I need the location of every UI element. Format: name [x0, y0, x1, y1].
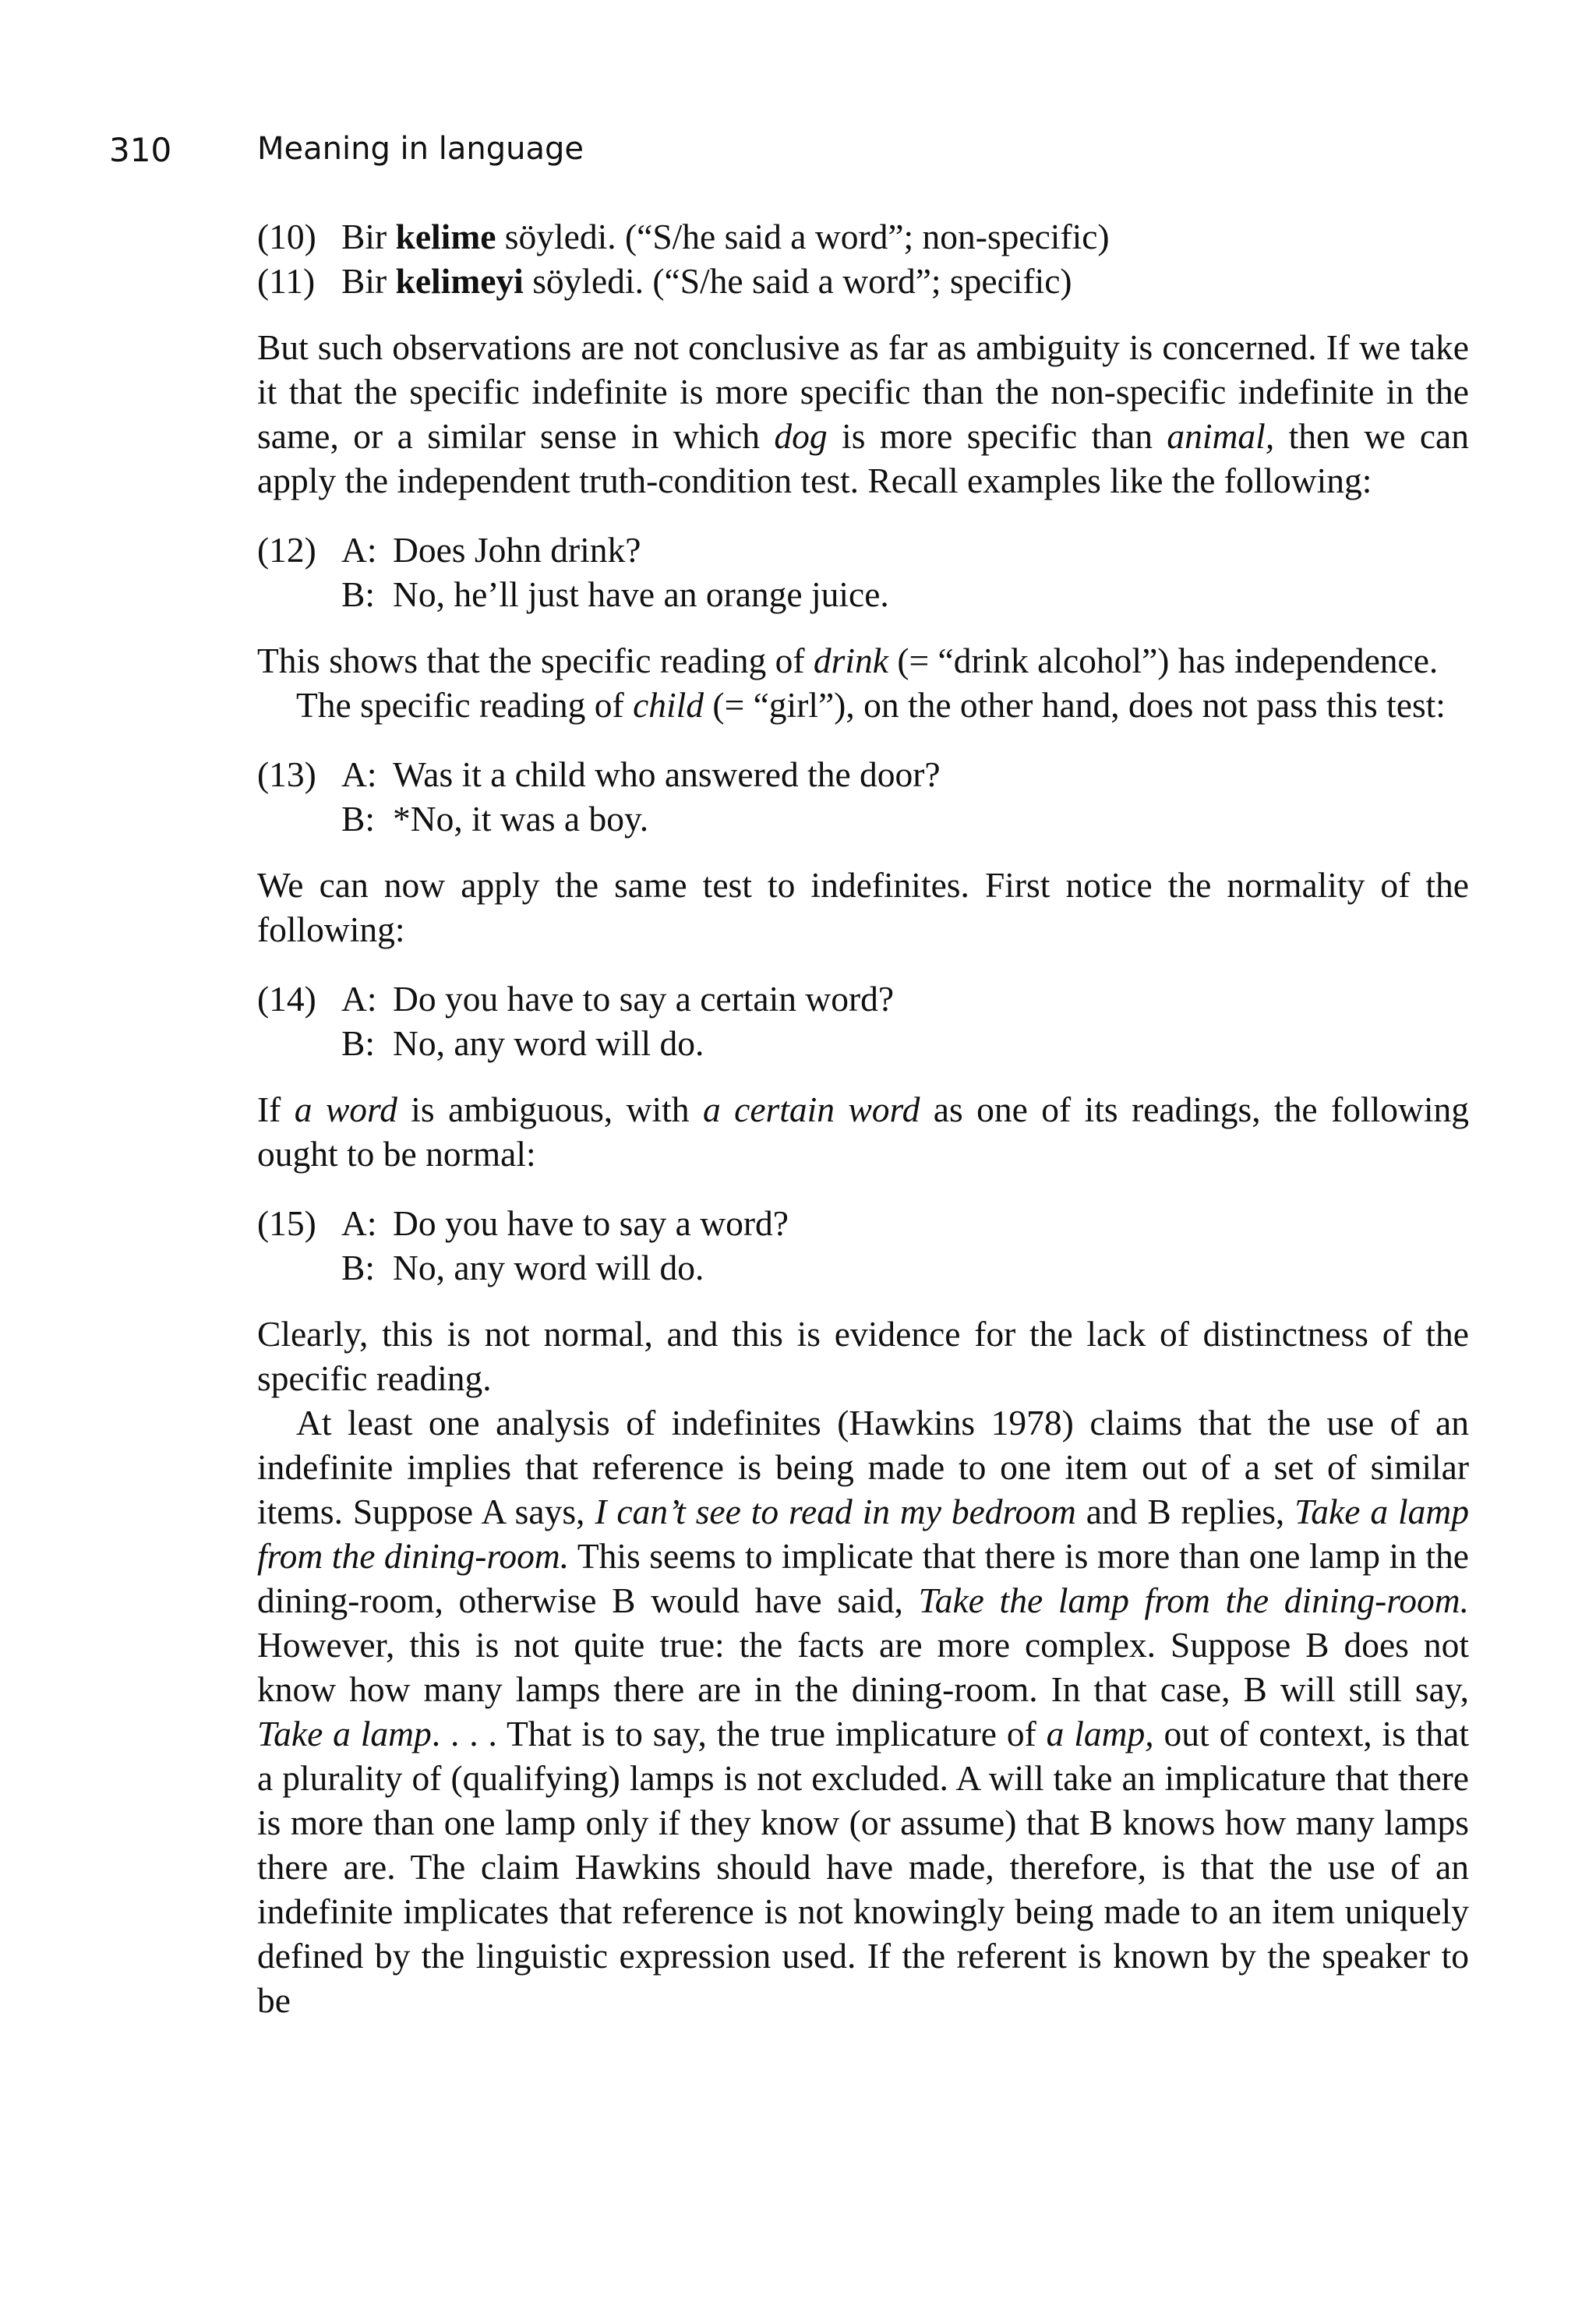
page-body [257, 214, 1469, 2022]
paragraph-6 [257, 1312, 1469, 1400]
dialogue-turn-a [257, 1201, 1469, 1245]
paragraph-4 [257, 863, 1469, 952]
paragraph-text: If [257, 1089, 295, 1129]
paragraph-text: out of context, is that a plurality of (qualifying) lamps is not excluded. A will take an implicature that there is more than one lamp only if they know (or assume) that B knows how many lamps there are. The claim Hawkins should have made, therefore, is that the use of an indefinite implicates that reference is not knowingly being made to an item uniquely defined by the linguistic expression used. If the referent is known by the speaker to be [257, 1714, 1469, 2020]
example-number: (10) [257, 217, 316, 256]
example-number: (14) [257, 979, 316, 1019]
dialogue-turn-a [257, 752, 1469, 796]
dialogue-text: No, he’ll just have an orange juice. [393, 574, 889, 614]
paragraph-text: Clearly, this is not normal, and this is evidence for the lack of distinctness of the specific reading. [257, 1314, 1469, 1398]
speaker-label: A: [341, 979, 377, 1019]
italic-term: animal, [1167, 416, 1275, 456]
paragraph-text: This seems to implicate that there is more than one lamp in the dining-room, otherwise B would have said, [257, 1536, 1470, 1620]
italic-term: I can’t see to read in my bedroom [595, 1492, 1076, 1531]
paragraph-text: is ambiguous, with [397, 1089, 703, 1129]
italic-term: dog [774, 416, 828, 456]
page-number: 310 [109, 131, 172, 169]
italic-term: a certain word [702, 1089, 920, 1129]
example-15 [257, 1201, 1469, 1290]
paragraph-1 [257, 325, 1469, 503]
italic-term: Take a lamp from the dining-room. [257, 1492, 1469, 1576]
example-text: söyledi. (“S/he said a word”; specific) [523, 261, 1072, 301]
italic-term: Take the lamp from the dining-room. [918, 1580, 1469, 1620]
dialogue-turn-a [257, 976, 1469, 1021]
paragraph-text: . . . . That is to say, the true implicature of [431, 1714, 1047, 1753]
example-bold-word: kelimeyi [395, 261, 524, 301]
speaker-label: A: [341, 754, 377, 794]
italic-term: Take a lamp [257, 1714, 432, 1753]
example-bold-word: kelime [395, 217, 496, 256]
speaker-label: B: [341, 799, 375, 839]
example-text: Bir [341, 261, 396, 301]
example-10 [257, 214, 1469, 259]
example-11 [257, 259, 1469, 303]
paragraph-text: This shows that the specific reading of [257, 641, 814, 680]
paragraph-5 [257, 1087, 1469, 1176]
paragraph-text: then we can apply the independent truth-condition test. Recall examples like the following: [257, 416, 1469, 500]
speaker-label: A: [341, 1203, 377, 1243]
speaker-label: B: [341, 574, 375, 614]
example-14 [257, 976, 1469, 1065]
dialogue-text: No, any word will do. [393, 1023, 704, 1063]
dialogue-text: Was it a child who answered the door? [393, 754, 941, 794]
dialogue-text: Does John drink? [393, 530, 641, 570]
speaker-label: B: [341, 1248, 375, 1287]
paragraph-text: is more specific than [827, 416, 1167, 456]
italic-term: drink [813, 641, 888, 680]
paragraph-text: The specific reading of [296, 685, 634, 725]
paragraph-2 [257, 638, 1469, 683]
example-text: Bir [341, 217, 396, 256]
paragraph-text: But such observations are not conclusive as far as ambiguity is concerned. If we take it that the specific indefinite is more specific than the non-specific indefinite in the same, or a similar sense in which [257, 327, 1469, 456]
dialogue-turn-b [257, 1245, 1469, 1290]
dialogue-turn-b [257, 796, 1469, 841]
paragraph-text: (= “drink alcohol”) has independence. [888, 641, 1439, 680]
example-12 [257, 528, 1469, 616]
dialogue-text: No, any word will do. [393, 1248, 704, 1287]
example-text: söyledi. (“S/he said a word”; non-specific) [496, 217, 1110, 256]
page-header [109, 131, 1512, 178]
example-line [257, 214, 1469, 259]
dialogue-turn-a [257, 528, 1469, 572]
dialogue-turn-b [257, 572, 1469, 616]
paragraph-text: We can now apply the same test to indefinites. First notice the normality of the following: [257, 865, 1469, 949]
paragraph-text: (= “girl”), on the other hand, does not pass this test: [704, 685, 1446, 725]
running-title: Meaning in language [257, 131, 584, 167]
paragraph-3 [257, 683, 1469, 727]
italic-term: child [633, 685, 704, 725]
example-number: (12) [257, 530, 316, 570]
paragraph-text: However, this is not quite true: the facts are more complex. Suppose B does not know how many lamps there are in the dining-room. In that case, B will still say, [257, 1625, 1469, 1709]
example-13 [257, 752, 1469, 841]
speaker-label: B: [341, 1023, 375, 1063]
speaker-label: A: [341, 530, 377, 570]
example-number: (13) [257, 754, 316, 794]
dialogue-text: Do you have to say a word? [393, 1203, 789, 1243]
italic-term: a word [294, 1089, 397, 1129]
paragraph-text: as one of its readings, the following ought to be normal: [257, 1089, 1470, 1174]
example-line [257, 259, 1469, 303]
example-number: (15) [257, 1203, 316, 1243]
paragraph-7 [257, 1400, 1469, 2022]
example-number: (11) [257, 261, 316, 301]
italic-term: a lamp, [1046, 1714, 1154, 1753]
paragraph-text: and B replies, [1075, 1492, 1295, 1531]
dialogue-text: Do you have to say a certain word? [393, 979, 895, 1019]
paragraph-text: At least one analysis of indefinites (Hawkins 1978) claims that the use of an indefinite implies that reference is being made to one item out of a set of similar items. Suppose A says, [257, 1403, 1469, 1531]
dialogue-turn-b [257, 1021, 1469, 1065]
dialogue-text: *No, it was a boy. [393, 799, 649, 839]
